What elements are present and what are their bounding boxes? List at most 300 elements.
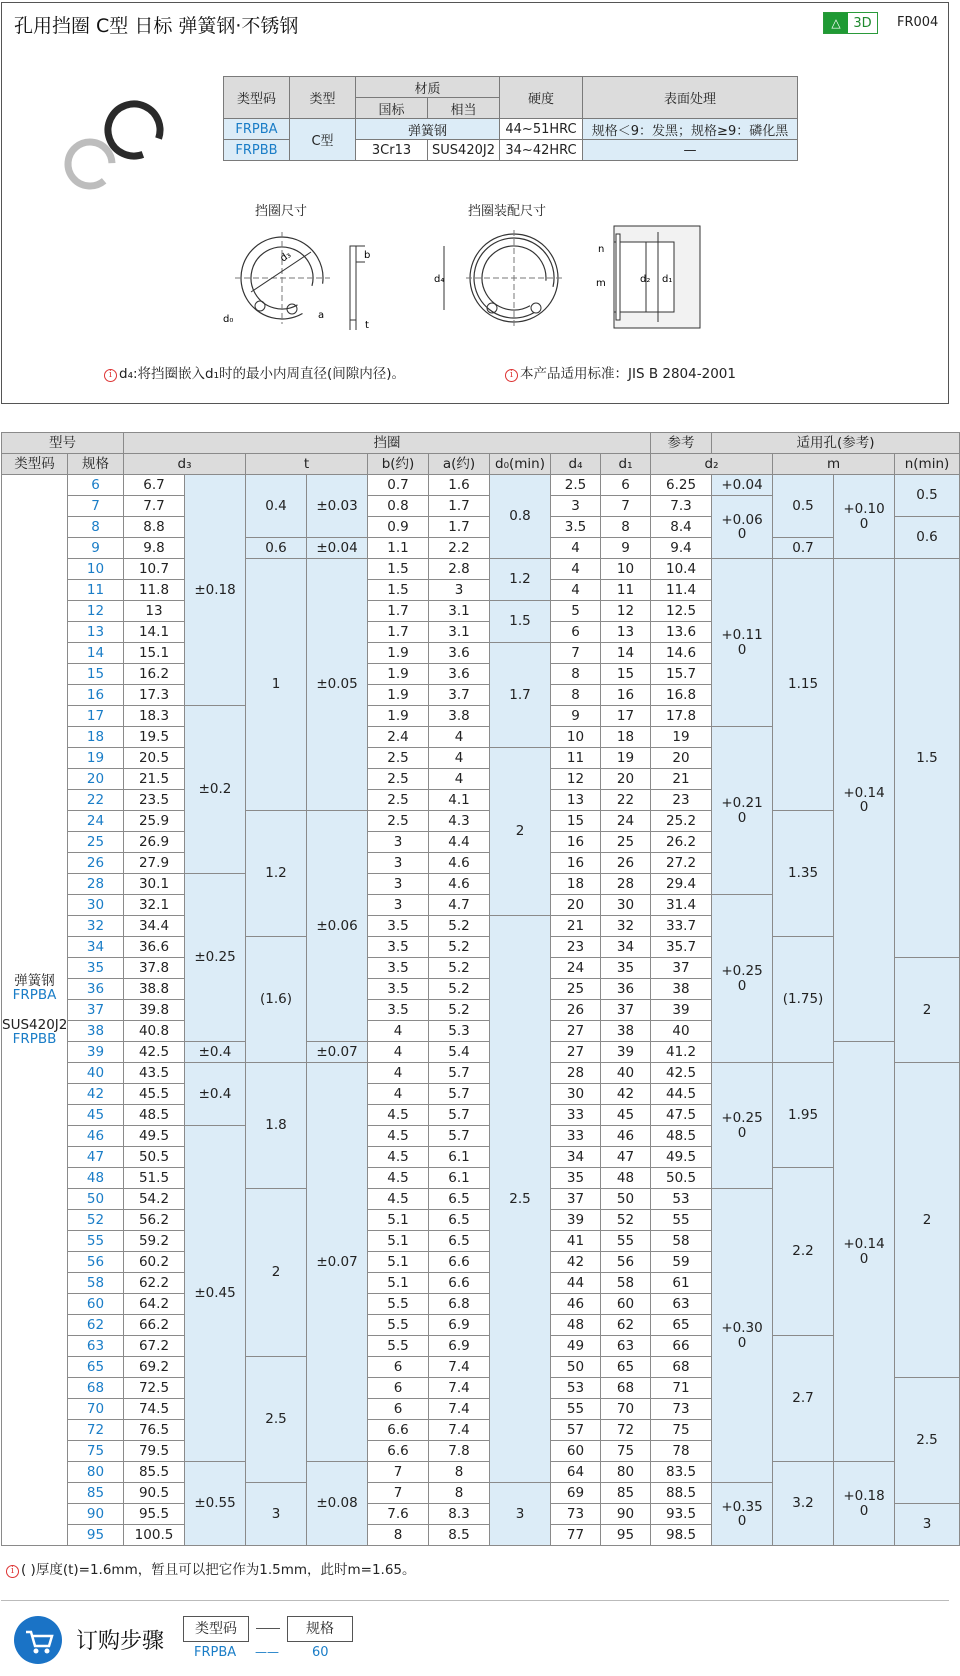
b-cell: 4.5 bbox=[368, 1189, 429, 1210]
d4-cell: 16 bbox=[551, 832, 601, 853]
a-cell: 3.6 bbox=[429, 664, 490, 685]
a-cell: 3.8 bbox=[429, 706, 490, 727]
d4-cell: 30 bbox=[551, 1084, 601, 1105]
spec-cell: 30 bbox=[68, 895, 124, 916]
d4-cell: 28 bbox=[551, 1063, 601, 1084]
a-cell: 6.5 bbox=[429, 1210, 490, 1231]
spec-cell: 32 bbox=[68, 916, 124, 937]
d2-cell: 42.5 bbox=[651, 1063, 712, 1084]
d4-cell: 5 bbox=[551, 601, 601, 622]
d3-cell: 60.2 bbox=[124, 1252, 185, 1273]
d1-cell: 12 bbox=[601, 601, 651, 622]
d3-cell: 34.4 bbox=[124, 916, 185, 937]
d2-cell: 88.5 bbox=[651, 1483, 712, 1504]
d2-cell: 78 bbox=[651, 1441, 712, 1462]
a-cell: 5.4 bbox=[429, 1042, 490, 1063]
a-cell: 1.7 bbox=[429, 517, 490, 538]
d1-cell: 9 bbox=[601, 538, 651, 559]
d3-cell: 50.5 bbox=[124, 1147, 185, 1168]
d2-cell: 93.5 bbox=[651, 1504, 712, 1525]
b-cell: 5.5 bbox=[368, 1315, 429, 1336]
d2-cell: 49.5 bbox=[651, 1147, 712, 1168]
d1-cell: 17 bbox=[601, 706, 651, 727]
a-cell: 5.7 bbox=[429, 1084, 490, 1105]
d2-tol-cell: +0.25 0 bbox=[712, 895, 773, 1063]
b-cell: 4 bbox=[368, 1063, 429, 1084]
a-cell: 5.2 bbox=[429, 1000, 490, 1021]
d3-cell: 37.8 bbox=[124, 958, 185, 979]
d4-cell: 33 bbox=[551, 1126, 601, 1147]
d3-cell: 15.1 bbox=[124, 643, 185, 664]
spec-cell: 85 bbox=[68, 1483, 124, 1504]
ring-dims-caption: 挡圈尺寸 bbox=[255, 204, 308, 219]
d1-cell: 90 bbox=[601, 1504, 651, 1525]
spec-cell: 15 bbox=[68, 664, 124, 685]
d3-cell: 64.2 bbox=[124, 1294, 185, 1315]
d4-cell: 48 bbox=[551, 1315, 601, 1336]
a-cell: 3.7 bbox=[429, 685, 490, 706]
b-cell: 1.1 bbox=[368, 538, 429, 559]
spec-cell: 18 bbox=[68, 727, 124, 748]
d2-cell: 38 bbox=[651, 979, 712, 1000]
d3-cell: 21.5 bbox=[124, 769, 185, 790]
a-cell: 6.1 bbox=[429, 1147, 490, 1168]
d4-cell: 27 bbox=[551, 1042, 601, 1063]
a-cell: 5.2 bbox=[429, 979, 490, 1000]
m-val-cell: 0.7 bbox=[773, 538, 834, 559]
d4-cell: 2.5 bbox=[551, 475, 601, 496]
d3-cell: 40.8 bbox=[124, 1021, 185, 1042]
d4-cell: 10 bbox=[551, 727, 601, 748]
spec-cell: 65 bbox=[68, 1357, 124, 1378]
d4-cell: 49 bbox=[551, 1336, 601, 1357]
d3-cell: 95.5 bbox=[124, 1504, 185, 1525]
d1-cell: 56 bbox=[601, 1252, 651, 1273]
b-cell: 1.5 bbox=[368, 580, 429, 601]
d4-cell: 15 bbox=[551, 811, 601, 832]
d4-cell: 37 bbox=[551, 1189, 601, 1210]
d2-cell: 63 bbox=[651, 1294, 712, 1315]
b-cell: 2.5 bbox=[368, 748, 429, 769]
shopping-cart-icon bbox=[14, 1616, 62, 1664]
d4-cell: 27 bbox=[551, 1021, 601, 1042]
b-cell: 0.7 bbox=[368, 475, 429, 496]
b-cell: 6.6 bbox=[368, 1441, 429, 1462]
m-tol-cell: +0.10 0 bbox=[834, 475, 895, 559]
table-row bbox=[2, 1063, 960, 1084]
n-val-cell: 0.5 bbox=[895, 475, 960, 517]
d4-cell: 69 bbox=[551, 1483, 601, 1504]
d0-label: d₀ bbox=[223, 314, 234, 325]
b-cell: 5.5 bbox=[368, 1294, 429, 1315]
spec-cell: 22 bbox=[68, 790, 124, 811]
table-row bbox=[2, 1462, 960, 1483]
d2-cell: 58 bbox=[651, 1231, 712, 1252]
d3-cell: 48.5 bbox=[124, 1105, 185, 1126]
a-cell: 6.9 bbox=[429, 1336, 490, 1357]
d2-cell: 13.6 bbox=[651, 622, 712, 643]
d1-cell: 52 bbox=[601, 1210, 651, 1231]
d3-cell: 32.1 bbox=[124, 895, 185, 916]
d3-cell: 9.8 bbox=[124, 538, 185, 559]
d1-cell: 36 bbox=[601, 979, 651, 1000]
d4-cell: 23 bbox=[551, 937, 601, 958]
d2-cell: 39 bbox=[651, 1000, 712, 1021]
d0-cell: 2.5 bbox=[490, 916, 551, 1483]
a-cell: 4.6 bbox=[429, 874, 490, 895]
d2-cell: 48.5 bbox=[651, 1126, 712, 1147]
spec-cell: 10 bbox=[68, 559, 124, 580]
spec-cell: 13 bbox=[68, 622, 124, 643]
d3-cell: 11.8 bbox=[124, 580, 185, 601]
b-cell: 0.8 bbox=[368, 496, 429, 517]
footnote: i ( )厚度(t)=1.6mm，暂且可以把它作为1.5mm，此时m=1.65。 bbox=[6, 1558, 416, 1578]
d2-cell: 14.6 bbox=[651, 643, 712, 664]
d0-cell: 1.2 bbox=[490, 559, 551, 601]
d2-cell: 68 bbox=[651, 1357, 712, 1378]
a-cell: 3.1 bbox=[429, 601, 490, 622]
spec-cell: 56 bbox=[68, 1252, 124, 1273]
a-cell: 6.5 bbox=[429, 1231, 490, 1252]
spec-cell: 6 bbox=[68, 475, 124, 496]
t-val-cell: 1 bbox=[246, 559, 307, 811]
d2-cell: 41.2 bbox=[651, 1042, 712, 1063]
table-row bbox=[2, 1336, 960, 1357]
a-cell: 5.3 bbox=[429, 1021, 490, 1042]
d1-cell: 25 bbox=[601, 832, 651, 853]
a-cell: 4.1 bbox=[429, 790, 490, 811]
d4-cell: 9 bbox=[551, 706, 601, 727]
d2-cell: 59 bbox=[651, 1252, 712, 1273]
d3-cell: 8.8 bbox=[124, 517, 185, 538]
d1-cell: 7 bbox=[601, 496, 651, 517]
d2-cell: 55 bbox=[651, 1210, 712, 1231]
d1-cell: 95 bbox=[601, 1525, 651, 1546]
m-val-cell: 1.95 bbox=[773, 1063, 834, 1168]
d2-cell: 53 bbox=[651, 1189, 712, 1210]
b-cell: 3 bbox=[368, 853, 429, 874]
info-icon: i bbox=[6, 1565, 19, 1578]
d2-cell: 21 bbox=[651, 769, 712, 790]
d1-cell: 65 bbox=[601, 1357, 651, 1378]
b-cell: 3.5 bbox=[368, 937, 429, 958]
spec-cell: 47 bbox=[68, 1147, 124, 1168]
a-cell: 4.3 bbox=[429, 811, 490, 832]
b-cell: 1.9 bbox=[368, 685, 429, 706]
t-label: t bbox=[365, 320, 369, 331]
d1-cell: 18 bbox=[601, 727, 651, 748]
b-cell: 7.6 bbox=[368, 1504, 429, 1525]
spec-cell: 40 bbox=[68, 1063, 124, 1084]
b-cell: 6 bbox=[368, 1399, 429, 1420]
d4-cell: 24 bbox=[551, 958, 601, 979]
a-cell: 4.7 bbox=[429, 895, 490, 916]
b-cell: 4.5 bbox=[368, 1126, 429, 1147]
t-val-cell: 1.8 bbox=[246, 1063, 307, 1189]
a-cell: 7.4 bbox=[429, 1378, 490, 1399]
cube-icon: △ bbox=[824, 13, 848, 33]
d3-cell: 62.2 bbox=[124, 1273, 185, 1294]
d3-cell: 79.5 bbox=[124, 1441, 185, 1462]
d3-cell: 13 bbox=[124, 601, 185, 622]
spec-cell: 7 bbox=[68, 496, 124, 517]
b-cell: 4 bbox=[368, 1084, 429, 1105]
spec-cell: 26 bbox=[68, 853, 124, 874]
d0-cell: 2 bbox=[490, 748, 551, 916]
t-tol-cell: ±0.04 bbox=[307, 538, 368, 559]
b-cell: 1.7 bbox=[368, 622, 429, 643]
d4-cell: 33 bbox=[551, 1105, 601, 1126]
d2-tol-cell: +0.21 0 bbox=[712, 727, 773, 895]
d3-cell: 72.5 bbox=[124, 1378, 185, 1399]
d4-cell: 53 bbox=[551, 1378, 601, 1399]
m-val-cell: 2.7 bbox=[773, 1336, 834, 1462]
d4-cell: 8 bbox=[551, 685, 601, 706]
a-cell: 3 bbox=[429, 580, 490, 601]
d4-label: d₄ bbox=[434, 274, 445, 285]
a-cell: 3.6 bbox=[429, 643, 490, 664]
b-cell: 0.9 bbox=[368, 517, 429, 538]
spec-cell: 34 bbox=[68, 937, 124, 958]
d3-cell: 36.6 bbox=[124, 937, 185, 958]
a-cell: 2.2 bbox=[429, 538, 490, 559]
d0-cell: 1.7 bbox=[490, 643, 551, 748]
d1-cell: 55 bbox=[601, 1231, 651, 1252]
b-cell: 4 bbox=[368, 1021, 429, 1042]
d2-cell: 29.4 bbox=[651, 874, 712, 895]
d1-cell: 20 bbox=[601, 769, 651, 790]
spec-cell: 80 bbox=[68, 1462, 124, 1483]
order-connector bbox=[256, 1628, 280, 1629]
spec-cell: 12 bbox=[68, 601, 124, 622]
m-val-cell: 1.35 bbox=[773, 811, 834, 937]
m-tol-cell: +0.14 0 bbox=[834, 1042, 895, 1462]
b-cell: 3.5 bbox=[368, 916, 429, 937]
d1-cell: 47 bbox=[601, 1147, 651, 1168]
spec-box: 规格 bbox=[287, 1616, 353, 1642]
d2-cell: 66 bbox=[651, 1336, 712, 1357]
example-type-code: FRPBA bbox=[194, 1645, 237, 1660]
d2-tol-cell: +0.30 0 bbox=[712, 1189, 773, 1483]
d2-cell: 20 bbox=[651, 748, 712, 769]
d1-cell: 30 bbox=[601, 895, 651, 916]
d1-cell: 15 bbox=[601, 664, 651, 685]
d1-cell: 70 bbox=[601, 1399, 651, 1420]
spec-cell: 63 bbox=[68, 1336, 124, 1357]
b-cell: 4.5 bbox=[368, 1105, 429, 1126]
d4-cell: 44 bbox=[551, 1273, 601, 1294]
d4-cell: 6 bbox=[551, 622, 601, 643]
d1-cell: 42 bbox=[601, 1084, 651, 1105]
b-cell: 7 bbox=[368, 1483, 429, 1504]
t-tol-cell: ±0.07 bbox=[307, 1063, 368, 1462]
d4-cell: 34 bbox=[551, 1147, 601, 1168]
d2-label: d₂ bbox=[640, 274, 651, 285]
d3-cell: 30.1 bbox=[124, 874, 185, 895]
d3-cell: 19.5 bbox=[124, 727, 185, 748]
spec-cell: 55 bbox=[68, 1231, 124, 1252]
b-cell: 5.1 bbox=[368, 1231, 429, 1252]
b-cell: 2.5 bbox=[368, 790, 429, 811]
spec-cell: 50 bbox=[68, 1189, 124, 1210]
d2-cell: 65 bbox=[651, 1315, 712, 1336]
d2-cell: 75 bbox=[651, 1420, 712, 1441]
a-cell: 4 bbox=[429, 769, 490, 790]
spec-cell: 24 bbox=[68, 811, 124, 832]
a-cell: 1.7 bbox=[429, 496, 490, 517]
d2-cell: 47.5 bbox=[651, 1105, 712, 1126]
d1-cell: 13 bbox=[601, 622, 651, 643]
a-cell: 6.8 bbox=[429, 1294, 490, 1315]
d2-cell: 31.4 bbox=[651, 895, 712, 916]
d3-cell: 59.2 bbox=[124, 1231, 185, 1252]
d2-cell: 7.3 bbox=[651, 496, 712, 517]
b-cell: 3 bbox=[368, 874, 429, 895]
a-cell: 5.7 bbox=[429, 1063, 490, 1084]
d3-tol-cell: ±0.25 bbox=[185, 874, 246, 1042]
n-val-cell: 0.6 bbox=[895, 517, 960, 559]
d2-tol-cell: +0.06 0 bbox=[712, 496, 773, 559]
d4-cell: 16 bbox=[551, 853, 601, 874]
d3-cell: 69.2 bbox=[124, 1357, 185, 1378]
standard-note: i 本产品适用标准：JIS B 2804-2001 bbox=[505, 362, 736, 382]
spec-cell: 60 bbox=[68, 1294, 124, 1315]
d1-cell: 10 bbox=[601, 559, 651, 580]
d0-cell: 3 bbox=[490, 1483, 551, 1546]
d3-tol-cell: ±0.55 bbox=[185, 1462, 246, 1546]
d0-cell: 1.5 bbox=[490, 601, 551, 643]
d2-cell: 15.7 bbox=[651, 664, 712, 685]
b-label: b bbox=[364, 250, 371, 261]
d1-cell: 37 bbox=[601, 1000, 651, 1021]
d3-cell: 49.5 bbox=[124, 1126, 185, 1147]
d4-cell: 57 bbox=[551, 1420, 601, 1441]
d3-cell: 10.7 bbox=[124, 559, 185, 580]
b-cell: 1.9 bbox=[368, 643, 429, 664]
d1-cell: 14 bbox=[601, 643, 651, 664]
a-cell: 6.5 bbox=[429, 1189, 490, 1210]
spec-cell: 72 bbox=[68, 1420, 124, 1441]
d2-cell: 37 bbox=[651, 958, 712, 979]
d4-cell: 20 bbox=[551, 895, 601, 916]
info-icon: i bbox=[104, 369, 117, 382]
a-cell: 8 bbox=[429, 1462, 490, 1483]
d4-cell: 46 bbox=[551, 1294, 601, 1315]
d3-tol-cell: ±0.2 bbox=[185, 706, 246, 874]
d3-cell: 38.8 bbox=[124, 979, 185, 1000]
a-cell: 5.2 bbox=[429, 958, 490, 979]
d3-cell: 74.5 bbox=[124, 1399, 185, 1420]
b-cell: 5.5 bbox=[368, 1336, 429, 1357]
d3-cell: 14.1 bbox=[124, 622, 185, 643]
spec-cell: 75 bbox=[68, 1441, 124, 1462]
spec-cell: 68 bbox=[68, 1378, 124, 1399]
d1-cell: 32 bbox=[601, 916, 651, 937]
table-row bbox=[2, 475, 960, 496]
d3-cell: 7.7 bbox=[124, 496, 185, 517]
d3-label: d₃ bbox=[278, 249, 294, 265]
spec-cell: 62 bbox=[68, 1315, 124, 1336]
d4-note: i d₄:将挡圈嵌入d₁时的最小内周直径(间隙内径)。 bbox=[104, 362, 405, 382]
d3-cell: 45.5 bbox=[124, 1084, 185, 1105]
spec-table: 类型码 类型 材质 硬度 表面处理 国标 相当 FRPBA C型 弹簧钢 44~51HRC 规格＜9：发黑；规格≥9：磷化黑 FRPBB 3Cr13 SUS420J2 34~42HRC — bbox=[223, 76, 798, 161]
b-cell: 3.5 bbox=[368, 1000, 429, 1021]
b-cell: 5.1 bbox=[368, 1210, 429, 1231]
d1-cell: 80 bbox=[601, 1462, 651, 1483]
d3-cell: 66.2 bbox=[124, 1315, 185, 1336]
b-cell: 8 bbox=[368, 1525, 429, 1546]
d4-cell: 11 bbox=[551, 748, 601, 769]
d4-cell: 77 bbox=[551, 1525, 601, 1546]
a-cell: 4.4 bbox=[429, 832, 490, 853]
n-val-cell: 1.5 bbox=[895, 559, 960, 958]
d3-tol-cell: ±0.4 bbox=[185, 1063, 246, 1126]
b-cell: 3 bbox=[368, 895, 429, 916]
d1-cell: 45 bbox=[601, 1105, 651, 1126]
d1-cell: 48 bbox=[601, 1168, 651, 1189]
d2-tol-cell: +0.35 0 bbox=[712, 1483, 773, 1546]
a-cell: 4 bbox=[429, 748, 490, 769]
spec-cell: 16 bbox=[68, 685, 124, 706]
a-cell: 6.1 bbox=[429, 1168, 490, 1189]
spec-cell: 45 bbox=[68, 1105, 124, 1126]
d2-cell: 44.5 bbox=[651, 1084, 712, 1105]
t-val-cell: 1.2 bbox=[246, 811, 307, 937]
product-code: FR004 bbox=[897, 15, 939, 30]
m-val-cell: (1.75) bbox=[773, 937, 834, 1063]
spec-cell: 8 bbox=[68, 517, 124, 538]
d2-cell: 33.7 bbox=[651, 916, 712, 937]
d1-cell: 35 bbox=[601, 958, 651, 979]
d1-cell: 11 bbox=[601, 580, 651, 601]
d2-tol-cell: +0.04 bbox=[712, 475, 773, 496]
d1-cell: 46 bbox=[601, 1126, 651, 1147]
a-cell: 3.1 bbox=[429, 622, 490, 643]
d3-cell: 27.9 bbox=[124, 853, 185, 874]
table-row bbox=[2, 559, 960, 580]
d3-cell: 6.7 bbox=[124, 475, 185, 496]
spec-cell: 58 bbox=[68, 1273, 124, 1294]
n-val-cell: 2.5 bbox=[895, 1378, 960, 1504]
d2-tol-cell: +0.11 0 bbox=[712, 559, 773, 727]
d2-cell: 35.7 bbox=[651, 937, 712, 958]
spec-cell: 35 bbox=[68, 958, 124, 979]
d3-cell: 26.9 bbox=[124, 832, 185, 853]
t-val-cell: 0.6 bbox=[246, 538, 307, 559]
d1-cell: 19 bbox=[601, 748, 651, 769]
n-val-cell: 2 bbox=[895, 958, 960, 1063]
b-cell: 3 bbox=[368, 832, 429, 853]
assembly-dimension-drawing bbox=[434, 222, 710, 337]
d4-cell: 7 bbox=[551, 643, 601, 664]
d3-tol-cell: ±0.18 bbox=[185, 475, 246, 706]
a-cell: 7.4 bbox=[429, 1399, 490, 1420]
b-cell: 4 bbox=[368, 1042, 429, 1063]
spec-cell: 11 bbox=[68, 580, 124, 601]
spec-cell: 17 bbox=[68, 706, 124, 727]
a-cell: 7.8 bbox=[429, 1441, 490, 1462]
d4-cell: 4 bbox=[551, 538, 601, 559]
a-cell: 5.2 bbox=[429, 916, 490, 937]
n-val-cell: 2 bbox=[895, 1063, 960, 1378]
d2-cell: 98.5 bbox=[651, 1525, 712, 1546]
spec-cell: 14 bbox=[68, 643, 124, 664]
d2-cell: 61 bbox=[651, 1273, 712, 1294]
d1-cell: 72 bbox=[601, 1420, 651, 1441]
d3-cell: 100.5 bbox=[124, 1525, 185, 1546]
3d-badge[interactable]: △ 3D bbox=[823, 12, 878, 34]
d4-cell: 18 bbox=[551, 874, 601, 895]
